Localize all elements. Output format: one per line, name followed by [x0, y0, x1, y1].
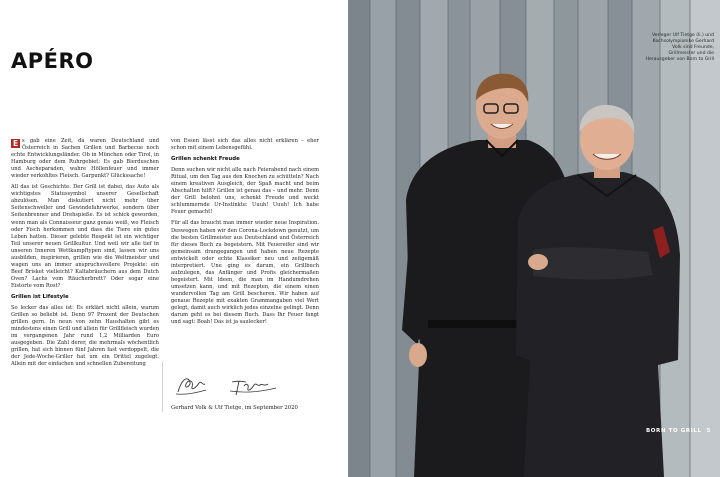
caption-line: Grillmeister und die [668, 51, 714, 56]
caption-line: Verleger Ulf Tietge (li.) und [652, 33, 714, 38]
left-page [0, 0, 346, 477]
text-column-right [171, 138, 319, 330]
intro-paragraph [11, 138, 159, 180]
body-paragraph: All das ist Geschichte. Der Grill ist dabei, das Auto als wichtigstes Statussymbol unserer Gesellschaft abzulösen. Man diskutiert nicht mehr über Seitenschweller und Gewindefahrwerke, sondern über Seitenbrenner und Drehspieße. Es ist schick geworden, wenn man als Connaisseur ganz genau weiß, wo Fleisch oder Fisch herkommen und dass die Tiere ein gutes Leben hatten. Dieser gelebte Respekt ist ein wichtiger Teil unserer neuen Grillkultur. Und weil wir alle tief in unseren Inneren Wettkampftypen sind, lassen wir uns ausbilden, inspirieren, grillen wie die Weltmeister und wagen uns an immer anspruchsvollere Projekte: ein Beef Brisket vielleicht? Kaltabräuchern aus dem Dutch Oven? Lachs vom Räucherbrett? Oder sogar eine Eistorte vom Rost? [11, 184, 159, 289]
text-column-left [11, 138, 159, 372]
subheading-freude: Grillen schenkt Freude [171, 156, 240, 163]
signature-graphic [172, 370, 292, 400]
caption-line: Herausgeber von Born to Grill [645, 57, 714, 62]
chefs-photo [348, 0, 720, 477]
photo-caption [614, 33, 714, 63]
right-page [348, 0, 720, 477]
handwritten-signatures [172, 370, 292, 400]
footer-brand: BORN TO GRILL [645, 428, 702, 434]
signoff-line: Gerhard Volk & Ulf Tietge, im September 2020 [171, 405, 298, 411]
page-number: 5 [706, 428, 711, 434]
intro-text: s gab eine Zeit, da waren Deutschland und Österreich in Sachen Grillen und Barbecue noch echte Entwicklungsländer. Ob in München oder Tirol, in Hamburg oder dem Ruhrgebiet: Es gab Bierduschen und Ascheparaden, wahre Höllenfeuer und immer wieder verkohltes Fleisch. Garpunkt? Glückssache! [11, 138, 159, 180]
page-footer [646, 428, 711, 434]
drop-cap: E [12, 139, 19, 148]
body-paragraph: von Essen lässt sich das alles nicht erklären – eher schon mit einem Lebensgefühl. [171, 138, 319, 152]
body-paragraph: Denn suchen wir nicht alle nach Feierabend nach einem Ritual, um den Tag aus den Knochen zu schütteln? Nach einem kreativen Ausgleich, der Spaß macht und beim Abschalten hilft? Grillen ist genau das – und mehr. Denn der Grill belohnt uns, schenkt Freude und weckt schlummernde Ur-Instinkte: Uuuh! Uuuh! Ich habe Feuer gemacht! [171, 167, 319, 216]
signature-divider [162, 362, 163, 412]
body-paragraph: Für all das braucht man immer wieder neue Inspiration. Deswegen haben wir den Corona-Lockdown genutzt, um die besten Grillmeister aus Deutschland und Österreich für dieses Buch zu begeistern. Mit Feuereifer sind wir gemeinsam drangegangen und haben neue Rezepte entwickelt oder echte Klassiker neu und zeitgemäß interpretiert. Une ging es darum, ein Grillbuch aufzulegen, das Anfänger und Profis gleichermaßen begeistert. Mit Ideen, die man im Handumdrehen umsetzen kann, und mit Rezepten, die einem einen wundervollen Tag am Grill bescheren. Wir haben auf genaue Rezepte mit exakten Grammangaben viel Wert gelegt, damit auch wirklich jedes einzelne gelingt. Denn darum geht es bei diesem Buch. Dass Ihr Feuer fangt und sagt: Boah! Das ist ja saulecker! [171, 220, 319, 326]
caption-line: Volk sind Freunde, [672, 45, 714, 50]
page-title: APÉRO [11, 49, 94, 73]
caption-line: Kochsolympionike Gerhard [652, 39, 714, 44]
body-paragraph: So lecker das alles ist: Es erklärt nicht allein, warum Grillen so beliebt ist. Denn 97 Prozent der Deutschen grillen gern. In neun von zehn Haushalten gibt es mindestens einen Grill und allein für Grillfleisch wurden im vergangenen Jahr rund 1,2 Milliarden Euro ausgegeben. Die Zahl derer, die mehrmals wöchentlich grillen, hat sich binnen fünf Jahren fast verdoppelt, die der Jede-Woche-Griller hat um ein Drittel zugelegt. Allein mit der einfachen und schnellen Zubereitung [11, 305, 159, 368]
subheading-lifestyle: Grillen ist Lifestyle [11, 293, 69, 300]
